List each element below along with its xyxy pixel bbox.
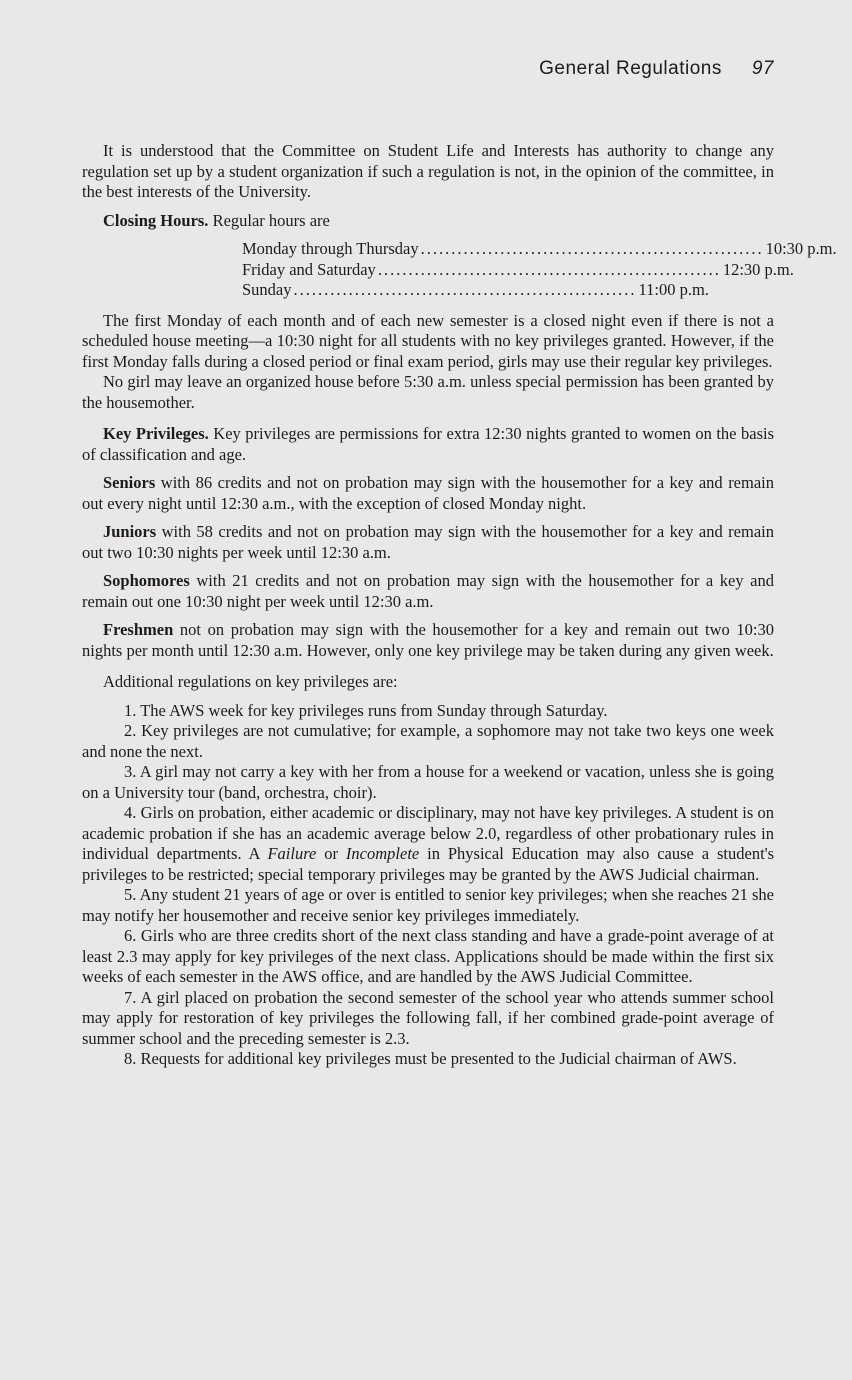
key-privileges-paragraph xyxy=(82,424,774,465)
leader-dots: ........................................................ xyxy=(377,259,721,279)
hours-day: Friday and Saturday xyxy=(242,259,376,279)
list-item-text: in Physical Education may also cause a student's privileges to be restricted; special temporary privileges may be granted by the AWS Judicial chairman. xyxy=(82,844,775,884)
key-privileges-text: Key privileges are permissions for extra 12:30 nights granted to women on the basis of classification and age. xyxy=(82,424,775,464)
list-item-text: or xyxy=(324,844,339,863)
list-item: 3. A girl may not carry a key with her from a house for a weekend or vacation, unless she is going on a University tour (band, orchestra, choir). xyxy=(82,762,774,802)
hours-time: 10:30 p.m. xyxy=(765,239,837,258)
list-item xyxy=(82,803,774,885)
list-item: 6. Girls who are three credits short of the next class standing and have a grade-point average of at least 2.3 may apply for key privileges of the next class. Applications should be made within the first six weeks of each semester in the AWS office, and are handled by the AWS Judicial Committee. xyxy=(82,926,774,986)
hours-time: 11:00 p.m. xyxy=(638,280,709,299)
class-text: with 86 credits and not on probation may sign with the housemother for a key and remain out every night until 12:30 a.m., with the exception of closed Monday night. xyxy=(82,473,774,513)
list-item: 8. Requests for additional key privileges must be presented to the Judicial chairman of AWS. xyxy=(124,1049,737,1068)
class-text: with 21 credits and not on probation may sign with the housemother for a key and remain out one 10:30 night per week until 12:30 a.m. xyxy=(82,571,774,611)
class-paragraph-seniors xyxy=(82,473,774,514)
class-paragraph-juniors xyxy=(82,522,774,563)
class-paragraph-freshmen xyxy=(82,620,774,661)
hours-row xyxy=(242,259,794,281)
class-label: Freshmen xyxy=(103,620,174,639)
class-label: Seniors xyxy=(103,473,156,492)
list-item: 5. Any student 21 years of age or over is entitled to senior key privileges; when she reaches 21 she may notify her housemother and receive senior key privileges immediately. xyxy=(82,885,774,925)
list-item: 1. The AWS week for key privileges runs from Sunday through Saturday. xyxy=(124,700,608,720)
class-text: with 58 credits and not on probation may sign with the housemother for a key and remain out two 10:30 nights per week until 12:30 a.m. xyxy=(82,522,774,562)
hours-row xyxy=(242,280,709,301)
class-paragraph-sophomores xyxy=(82,571,774,612)
intro-paragraph: It is understood that the Committee on Student Life and Interests has authority to change any regulation set up by a student organization if such a regulation is not, in the opinion of the committee, in the best interests of the University. xyxy=(82,141,774,201)
list-item-text: 4. Girls on probation, either academic or disciplinary, may not have key privileges. A student is on academic probation if she has an academic average below 2.0, regardless of other probationary rules in individual departments. A xyxy=(82,803,774,863)
additional-regulations-lead: Additional regulations on key privileges are: xyxy=(103,672,398,691)
key-privileges-heading: Key Privileges. xyxy=(103,424,209,443)
leader-dots: ........................................................ xyxy=(293,280,637,299)
hours-time: 12:30 p.m. xyxy=(722,259,794,279)
class-text: not on probation may sign with the housemother for a key and remain out two 10:30 nights per month until 12:30 a.m. However, only one key privilege may be taken during any given week. xyxy=(82,620,775,660)
running-header xyxy=(539,58,774,80)
early-leave-paragraph: No girl may leave an organized house before 5:30 a.m. unless special permission has been granted by the housemother. xyxy=(82,372,774,412)
page-number: 97 xyxy=(751,58,774,79)
hours-day: Monday through Thursday xyxy=(242,239,419,258)
hours-table xyxy=(242,239,837,301)
hours-row xyxy=(242,239,837,260)
closing-hours-paragraph xyxy=(82,211,774,232)
leader-dots: ........................................................ xyxy=(420,239,764,258)
list-item: 2. Key privileges are not cumulative; for example, a sophomore may not take two keys one week and none the next. xyxy=(82,721,774,761)
list-item: 7. A girl placed on probation the second semester of the school year who attends summer school may apply for restoration of key privileges the following fall, if her combined grade-point average of summer school and the preceding semester is 2.3. xyxy=(82,987,774,1048)
closed-monday-paragraph: The first Monday of each month and of each new semester is a closed night even if there is not a scheduled house meeting—a 10:30 night for all students with no key privileges granted. However, if the first Monday falls during a closed period or final exam period, girls may use their regular key privileges. xyxy=(82,310,774,371)
italic-term: Incomplete xyxy=(345,844,420,863)
closing-hours-lead: Regular hours are xyxy=(212,210,330,230)
italic-term: Failure xyxy=(267,844,317,863)
hours-day: Sunday xyxy=(242,280,292,299)
class-label: Juniors xyxy=(103,522,157,541)
regulations-list xyxy=(82,701,774,1070)
header-title: General Regulations xyxy=(539,58,722,79)
closing-hours-heading: Closing Hours. xyxy=(103,210,209,230)
class-label: Sophomores xyxy=(103,571,190,590)
page-body xyxy=(82,141,837,1070)
